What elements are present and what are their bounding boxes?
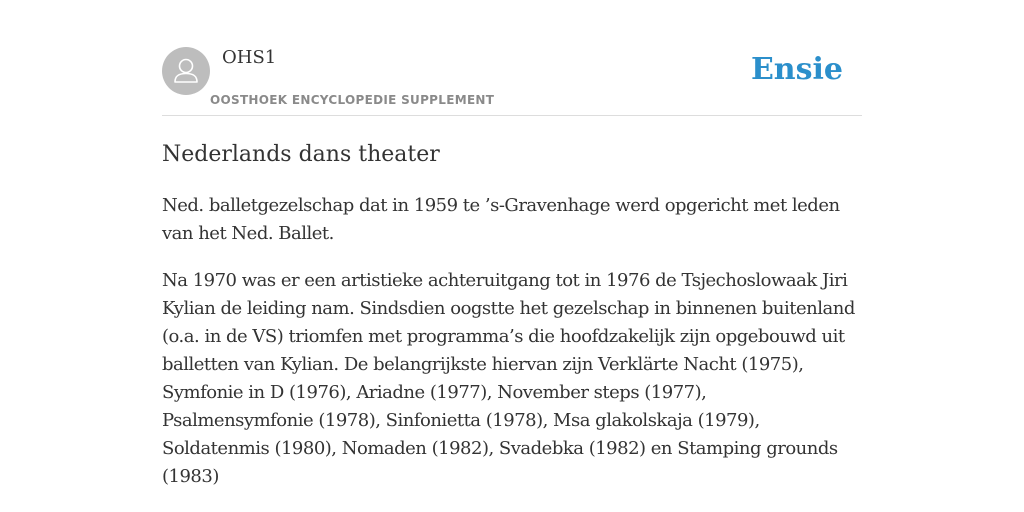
source-link[interactable]: OOSTHOEK ENCYCLOPEDIE SUPPLEMENT	[210, 93, 495, 107]
article-header	[162, 46, 862, 116]
ensie-logo[interactable]: Ensie	[750, 52, 843, 87]
article-title: Nederlands dans theater	[162, 142, 440, 167]
avatar[interactable]	[162, 47, 210, 95]
article-card	[162, 46, 862, 491]
article-paragraph-1: Ned. balletgezelschap dat in 1959 te ’s-Gravenhage werd opgericht met leden van het Ned. Ballet.	[162, 195, 840, 244]
user-icon	[162, 47, 210, 95]
author-link[interactable]: OHS1	[222, 47, 277, 68]
article-paragraph-2: Na 1970 was er een artistieke achteruitgang tot in 1976 de Tsjechoslowaak Jiri Kylian de leiding nam. Sindsdien oogstte het gezelschap in binnenen buitenland (o.a. in de VS) triomfen met programma’s die hoofdzakelijk zijn opgebouwd uit balletten van Kylian. De belangrijkste hiervan zijn Verklärte Nacht (1975), Symfonie in D (1976), Ariadne (1977), November steps (1977), Psalmensymfonie (1978), Sinfonietta (1978), Msa glakolskaja (1979), Soldatenmis (1980), Nomaden (1982), Svadebka (1982) en Stamping grounds (1983)	[162, 270, 855, 487]
